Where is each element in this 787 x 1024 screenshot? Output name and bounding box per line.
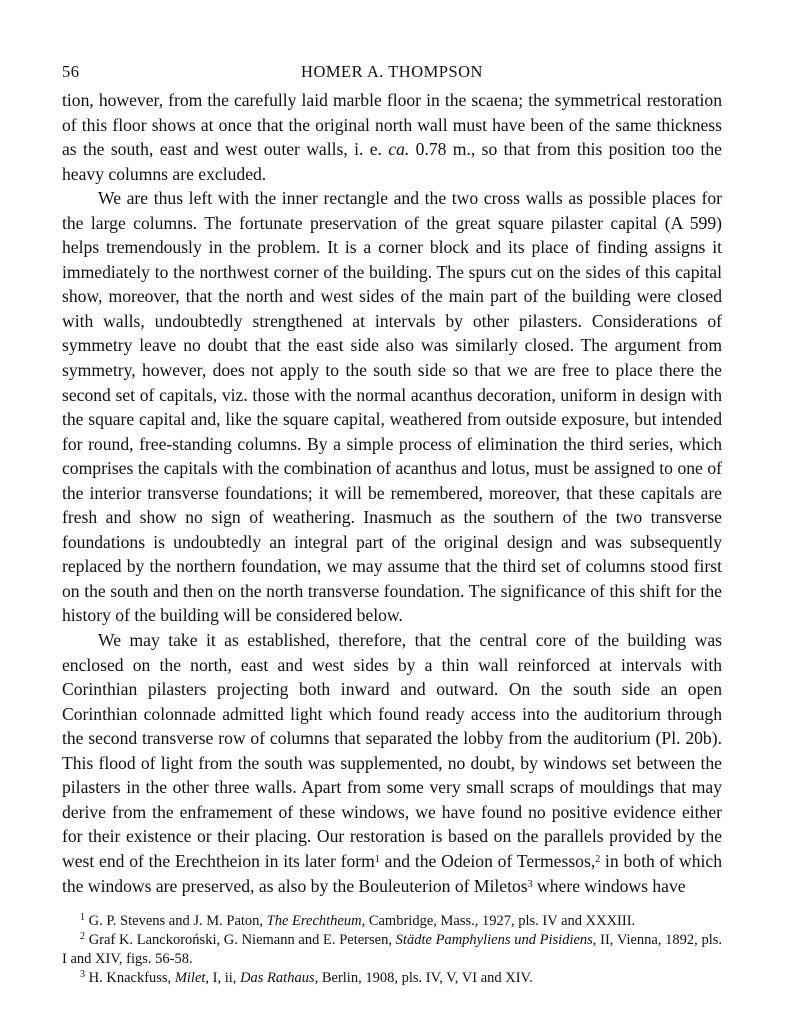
paragraph-3-text-c: in both of which the windows are preserved, as also by the Bouleuterion of Miletos [62, 850, 723, 896]
footnote-text: Cambridge, Mass., 1927, pls. IV and XXXIII. [368, 913, 636, 930]
footnote-title: Das Rathaus, [240, 970, 319, 987]
footnote-ref-1[interactable]: 1 [374, 853, 380, 865]
paragraph-1-end: 0.78 m., so that from this position too the heavy columns are excluded. [62, 139, 722, 184]
footnote-text: I, ii, [212, 970, 237, 987]
footnote-number: 2 [80, 931, 85, 943]
footnote-text: G. P. Stevens and J. M. Paton, [88, 913, 264, 930]
ca-abbreviation: ca. [388, 139, 410, 160]
footnote-title: Milet, [174, 970, 210, 987]
paragraph-3-text-b: and the Odeion of Termessos, [384, 850, 596, 871]
footnote-ref-2[interactable]: 2 [595, 853, 601, 865]
footnotes [62, 912, 722, 988]
footnote-ref-3[interactable]: 3 [527, 878, 533, 890]
paragraph-1 [62, 88, 722, 186]
paragraph-1-text: tion, however, from the carefully laid marble floor in the scaena; the symmetrical restoration of this floor shows at once that the original north wall must have been of the same thickness as the south, east and west outer walls, i. e. [62, 90, 722, 160]
footnote-text: II, Vienna, 1892, pls. I and XIV, figs. 56-58. [62, 932, 723, 968]
paragraph-3-text-a: We may take it as established, therefore, that the central core of the building was enclosed on the north, east and west sides by a thin wall reinforced at intervals with Corinthian pilasters projecting both inward and outward. On the south side an open Corinthian colonnade admitted light which found ready access into the auditorium through the second transverse row of columns that separated the lobby from the auditorium (Pl. 20b). This flood of light from the south was supplemented, no doubt, by windows set between the pilasters in the other three walls. Apart from some very small scraps of mouldings that may derive from the enframement of these windows, we have found no positive evidence either for their existence or their placing. Our restoration is based on the parallels provided by the west end of the Erechtheion in its later form [62, 630, 722, 871]
paragraph-3-text-d: where windows have [537, 875, 686, 896]
footnote-3 [62, 969, 722, 988]
footnote-text: Graf K. Lanckoroński, G. Niemann and E. Petersen, [88, 932, 392, 949]
page-number: 56 [62, 62, 80, 81]
footnote-title: The Erechtheum, [266, 913, 366, 930]
running-head [62, 58, 722, 88]
body-text [62, 88, 722, 898]
footnote-title: Städte Pamphyliens und Pisidiens, [395, 932, 597, 949]
page [62, 58, 722, 988]
footnote-number: 1 [80, 912, 85, 924]
footnote-number: 3 [80, 969, 85, 981]
footnote-text: H. Knackfuss, [88, 970, 172, 987]
footnote-text: Berlin, 1908, pls. IV, V, VI and XIV. [321, 970, 533, 987]
footnote-2 [62, 931, 722, 969]
paragraph-2: We are thus left with the inner rectangle and the two cross walls as possible places for the large columns. The fortunate preservation of the great square pilaster capital (A 599) helps tremendously in the problem. It is a corner block and its place of finding assigns it immediately to the northwest corner of the building. The spurs cut on the sides of this capital show, moreover, that the north and west sides of the main part of the building were closed with walls, undoubtedly strengthened at intervals by other pilasters. Considerations of symmetry leave no doubt that the east side also was similarly closed. The argument from symmetry, however, does not apply to the south side so that we are free to place there the second set of capitals, viz. those with the normal acanthus decoration, uniform in design with the square capital and, like the square capital, weathered from outside exposure, but intended for round, free-standing columns. By a simple process of elimination the third series, which comprises the capitals with the combination of acanthus and lotus, must be assigned to one of the interior transverse foundations; it will be remembered, moreover, that these capitals are fresh and show no sign of weathering. Inasmuch as the southern of the two transverse foundations is undoubtedly an integral part of the original design and was subsequently replaced by the northern foundation, we may assume that the third set of columns stood first on the south and then on the north transverse foundation. The significance of this shift for the history of the building will be considered below. [62, 188, 722, 626]
footnote-1 [62, 912, 722, 931]
paragraph-3 [62, 628, 722, 898]
running-title: HOMER A. THOMPSON [301, 62, 483, 81]
